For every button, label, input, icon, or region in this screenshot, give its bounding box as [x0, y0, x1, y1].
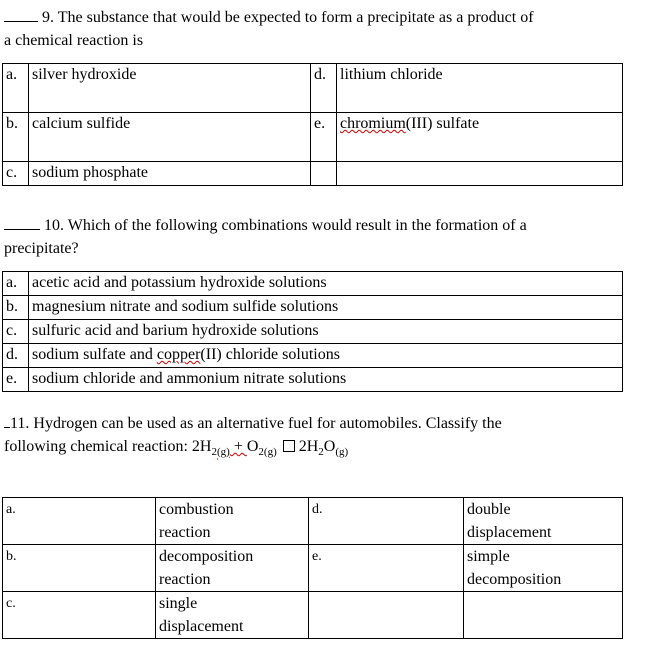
option-text-post: (II) chloride solutions — [200, 346, 340, 363]
option-letter: b. — [3, 545, 156, 592]
option-letter: d. — [3, 344, 29, 368]
option-letter: c. — [3, 592, 156, 639]
answer-blank-9[interactable] — [4, 7, 38, 22]
empty-cell — [337, 162, 623, 186]
q11-line1: 11. Hydrogen can be used as an alternative fuel for automobiles. Classify the — [10, 415, 502, 432]
water-prefix: 2H — [298, 438, 319, 455]
oxygen-symbol: O — [246, 438, 259, 455]
question-10 — [4, 214, 644, 260]
option-text: magnesium nitrate and sodium sulfide solutions — [29, 296, 623, 320]
table-row — [3, 592, 623, 639]
option-text-line: reaction — [159, 571, 211, 588]
q11-options-table — [2, 497, 623, 639]
table-row — [3, 545, 623, 592]
option-text — [464, 498, 623, 545]
subscript-2: 2 — [258, 446, 264, 459]
subscript-state: (g) — [263, 446, 277, 459]
option-letter: e. — [311, 113, 337, 162]
table-row — [3, 272, 623, 296]
subscript-state — [217, 446, 230, 458]
option-text-line: displacement — [467, 524, 552, 541]
answer-blank-10[interactable] — [4, 215, 40, 230]
equation-text: following chemical reaction: 2H — [4, 438, 212, 455]
q9-line2: a chemical reaction is — [4, 32, 144, 49]
option-letter: e. — [3, 368, 29, 392]
option-text-line: decomposition — [467, 571, 562, 588]
option-text-line: simple — [467, 548, 510, 565]
option-letter: b. — [3, 296, 29, 320]
option-text — [464, 545, 623, 592]
option-letter: c. — [3, 162, 29, 186]
option-text — [156, 592, 309, 639]
option-letter: c. — [3, 320, 29, 344]
option-letter: d. — [309, 498, 464, 545]
option-text-line: reaction — [159, 524, 211, 541]
option-text-line: decomposition — [159, 548, 254, 565]
q10-line1: 10. Which of the following combinations would result in the formation of a — [44, 217, 527, 234]
option-text-rest: (III) sulfate — [405, 115, 480, 132]
subscript-2: 2 — [318, 446, 324, 459]
option-letter: a. — [3, 272, 29, 296]
table-row — [3, 296, 623, 320]
q11-equation — [4, 438, 349, 459]
water-oxygen: O — [323, 438, 336, 455]
question-11 — [4, 412, 644, 464]
option-text: lithium chloride — [337, 64, 623, 113]
option-letter: a. — [3, 64, 29, 113]
q9-line1: 9. The substance that would be expected to form a precipitate as a product of — [42, 9, 534, 26]
spellcheck-word: copper — [156, 346, 201, 363]
empty-cell — [464, 592, 623, 639]
table-row — [3, 368, 623, 392]
q10-line2: precipitate? — [4, 240, 79, 257]
option-text-line: combustion — [159, 501, 234, 518]
option-text: sulfuric acid and barium hydroxide solutions — [29, 320, 623, 344]
option-text: acetic acid and potassium hydroxide solutions — [29, 272, 623, 296]
option-letter: d. — [311, 64, 337, 113]
plus-sign: + — [229, 438, 247, 455]
option-letter: e. — [309, 545, 464, 592]
subscript-2: 2 — [211, 446, 217, 459]
table-row — [3, 344, 623, 368]
option-text — [29, 344, 623, 368]
option-text — [156, 498, 309, 545]
subscript-state: (g) — [335, 446, 349, 459]
empty-cell — [309, 592, 464, 639]
option-letter: b. — [3, 113, 29, 162]
table-row — [3, 162, 623, 186]
table-row — [3, 498, 623, 545]
option-text-line: single — [159, 595, 198, 612]
state-gas: (g) — [216, 446, 230, 459]
spellcheck-word: chromium — [340, 115, 406, 132]
table-row — [3, 320, 623, 344]
q9-options-table — [2, 63, 623, 186]
option-text: sodium phosphate — [29, 162, 311, 186]
option-text — [156, 545, 309, 592]
question-9 — [4, 6, 644, 52]
option-text: silver hydroxide — [29, 64, 311, 113]
table-row — [3, 113, 623, 162]
option-text: sodium chloride and ammonium nitrate solutions — [29, 368, 623, 392]
option-text — [337, 113, 623, 162]
square-arrow-icon — [283, 440, 295, 452]
option-text: calcium sulfide — [29, 113, 311, 162]
option-text-line: displacement — [159, 618, 244, 635]
q10-options-table — [2, 271, 623, 392]
table-row — [3, 64, 623, 113]
option-text-line: double — [467, 501, 511, 518]
option-text-pre: sodium sulfate and — [32, 346, 157, 363]
empty-cell — [311, 162, 337, 186]
option-letter: a. — [3, 498, 156, 545]
